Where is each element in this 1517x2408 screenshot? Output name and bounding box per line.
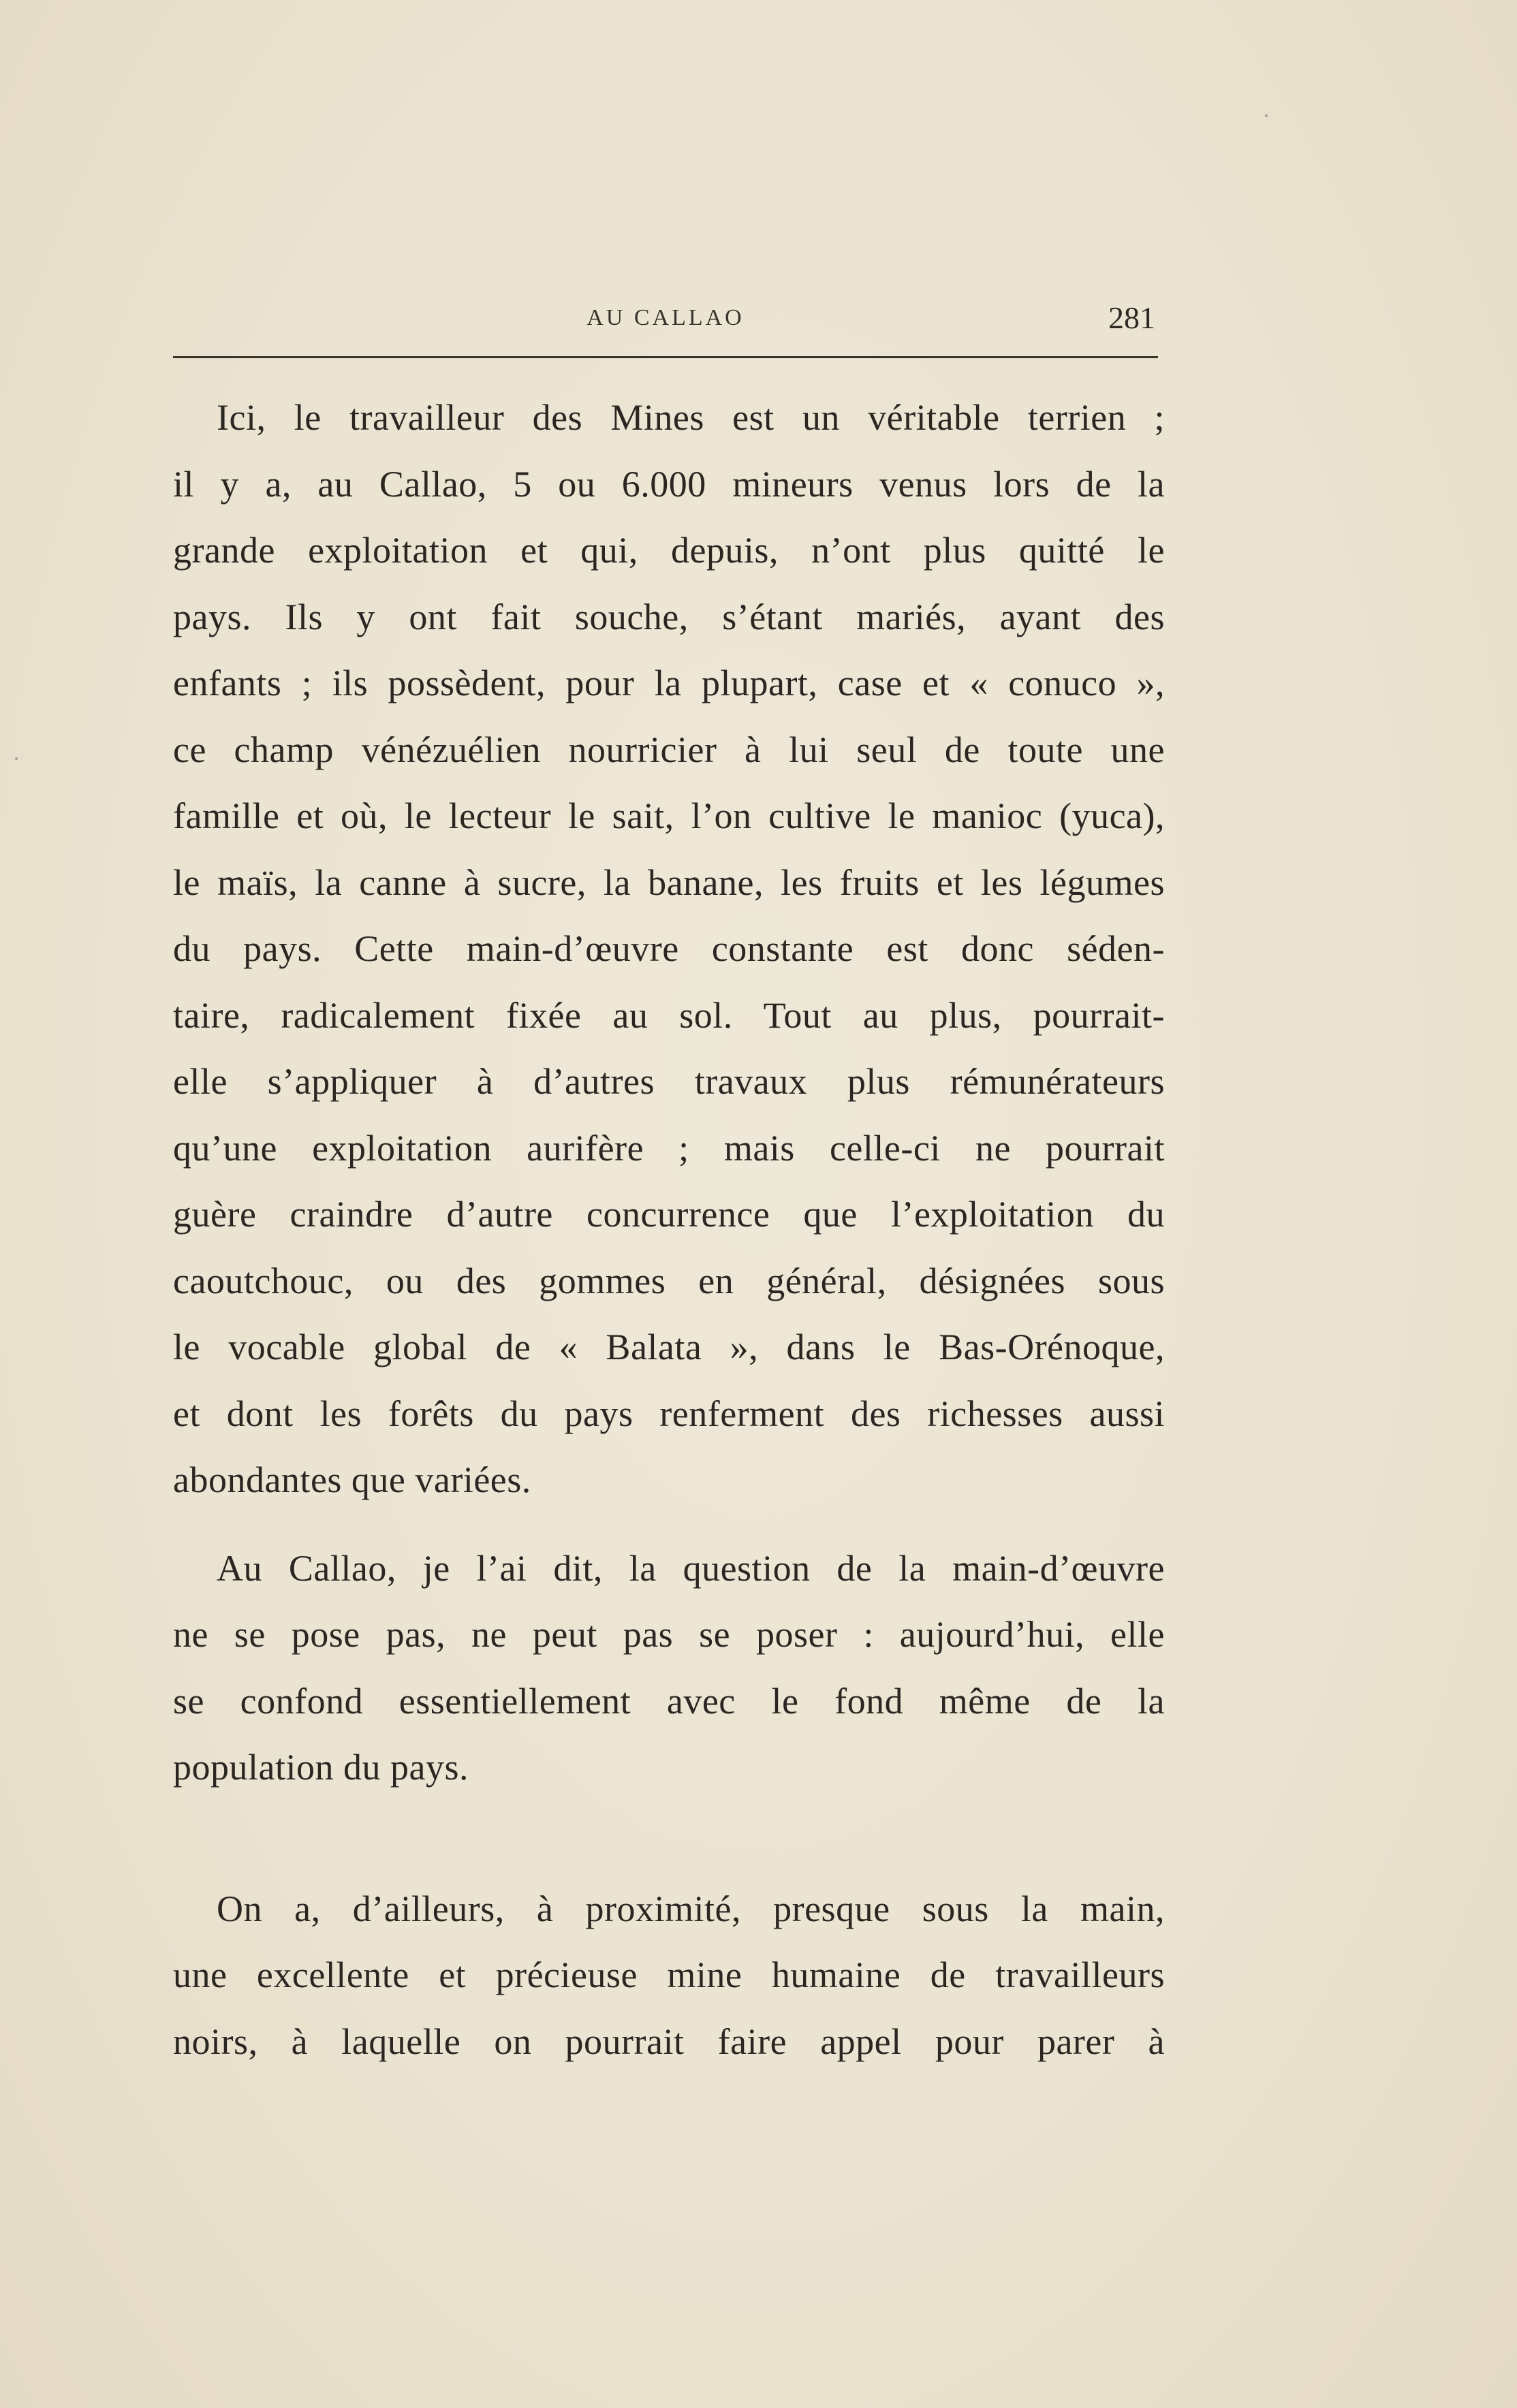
text-line: famille et où, le lecteur le sait, l’on cultive le manioc (yuca), (173, 795, 1165, 836)
paper-speck (15, 757, 18, 760)
text-line: elle s’appliquer à d’autres travaux plus rémunérateurs (173, 1061, 1165, 1102)
paragraph-2 (173, 1536, 1165, 1801)
text-line: caoutchouc, ou des gommes en général, désignées sous (173, 1260, 1165, 1301)
text-line: population du pays. (173, 1747, 469, 1788)
text-line: se confond essentiellement avec le fond même de la (173, 1680, 1165, 1722)
text-line: le maïs, la canne à sucre, la banane, les fruits et les légumes (173, 861, 1165, 903)
text-line: une excellente et précieuse mine humaine de travailleurs (173, 1954, 1165, 1995)
header-rule (173, 356, 1158, 358)
paragraph-gap (173, 1514, 1165, 1536)
text-line: du pays. Cette main-d’œuvre constante est donc séden- (173, 928, 1165, 969)
text-line: et dont les forêts du pays renferment des richesses aussi (173, 1393, 1165, 1434)
text-line: Ici, le travailleur des Mines est un véritable terrien ; (217, 397, 1165, 438)
text-line: le vocable global de « Balata », dans le Bas-Orénoque, (173, 1327, 1165, 1367)
text-line: pays. Ils y ont fait souche, s’étant mariés, ayant des (173, 596, 1165, 637)
paragraph-3 (173, 1876, 1165, 2076)
running-head: AU CALLAO (587, 305, 745, 330)
text-line: grande exploitation et qui, depuis, n’ont plus quitté le (173, 530, 1165, 571)
text-line: guère craindre d’autre concurrence que l’exploitation du (173, 1194, 1165, 1235)
text-line: il y a, au Callao, 5 ou 6.000 mineurs venus lors de la (173, 463, 1165, 505)
page-header (173, 300, 1158, 340)
text-line: Au Callao, je l’ai dit, la question de la main-d’œuvre (217, 1547, 1165, 1589)
page-number: 281 (1108, 300, 1155, 335)
text-line: abondantes que variées. (173, 1459, 531, 1500)
body-text (173, 385, 1165, 2075)
paragraph-1 (173, 385, 1165, 1514)
paper-speck (1265, 114, 1268, 117)
text-line: qu’une exploitation aurifère ; mais celle-ci ne pourrait (173, 1127, 1165, 1169)
section-gap (173, 1801, 1165, 1876)
text-line: taire, radicalement fixée au sol. Tout au plus, pourrait- (173, 994, 1165, 1036)
text-line: enfants ; ils possèdent, pour la plupart, case et « conuco », (173, 663, 1165, 703)
text-line: On a, d’ailleurs, à proximité, presque sous la main, (217, 1888, 1165, 1929)
text-line: ce champ vénézuélien nourricier à lui seul de toute une (173, 729, 1165, 770)
text-line: noirs, à laquelle on pourrait faire appel pour parer à (173, 2021, 1165, 2062)
text-line: ne se pose pas, ne peut pas se poser : aujourd’hui, elle (173, 1614, 1165, 1655)
